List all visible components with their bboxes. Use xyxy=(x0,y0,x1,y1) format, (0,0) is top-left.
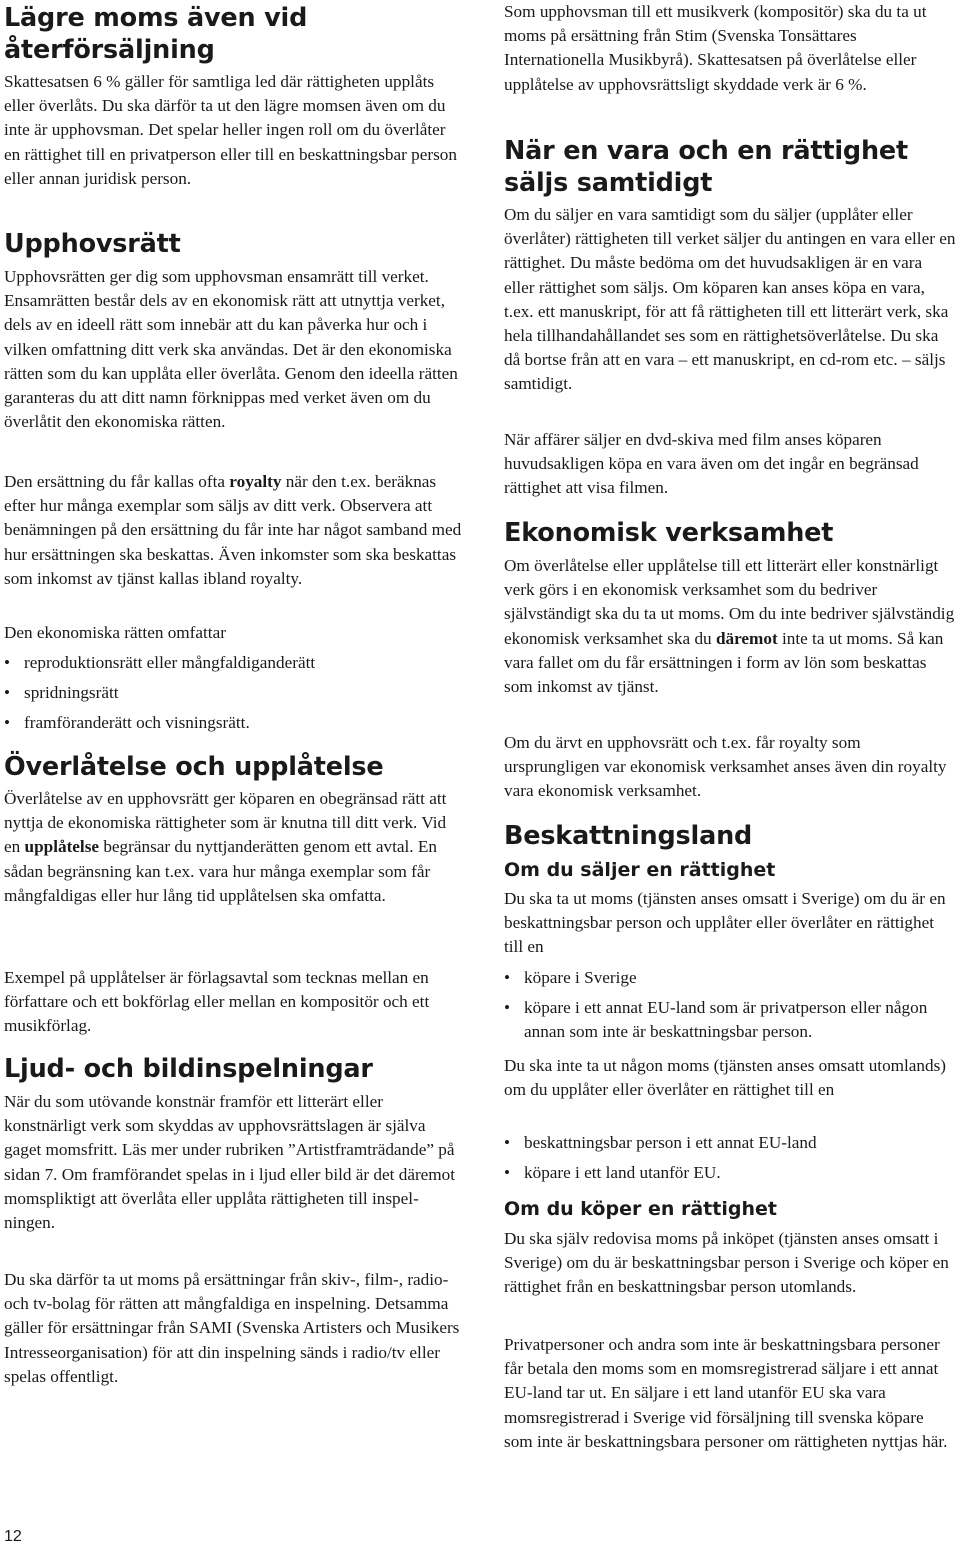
bullet-icon: • xyxy=(504,1163,511,1183)
paragraph-stim: Som upphovsman till ett musikverk (kompositör) ska du ta ut moms på ersättning från Stim (Svenska Tonsättares Internationella Musikbyrå). Skattesatsen på överlåtelse eller upplåtelse av upphovsrättsligt skyddade verk är 6 %. xyxy=(504,2,927,94)
paragraph-vara-rattighet-1: Om du säljer en vara samtidigt som du säljer (upplåter eller överlåter) rättigheten till verket säljer du antingen en vara eller en rättighet. Du måste bedöma om det huvudsakligen är en vara eller rättighet som säljs. Om köparen kan anses köpa en vara, t.ex. ett manuskript, för att få rättigheten till ett litterärt verk, ska hela tillhandahållandet ses som en rättighetsöverlåtelse. Du ska då bortse från att en vara – ett manuskript, en cd-rom etc. – säljs samtidigt. xyxy=(504,205,956,394)
list-saljer-1 xyxy=(504,966,956,1051)
list-item: • köpare i Sverige xyxy=(504,966,956,990)
list-item: • reproduktionsrätt eller mångfaldiganderätt xyxy=(4,651,462,675)
bullet-icon: • xyxy=(504,968,511,987)
list-saljer-2 xyxy=(504,1131,956,1191)
list-item: • beskattningsbar person i ett annat EU-land xyxy=(504,1131,956,1155)
section-title-ekonomisk-verksamhet: Ekonomisk verksamhet xyxy=(504,518,834,548)
paragraph-saljer-1: Du ska ta ut moms (tjänsten anses omsatt i Sverige) om du är en beskattningsbar person och upplåter eller överlåter en rättighet till en xyxy=(504,889,946,957)
section-title-ljud-bild: Ljud- och bildinspelningar xyxy=(4,1054,373,1084)
rights-list xyxy=(4,651,462,742)
paragraph-koper-2: Privatpersoner och andra som inte är beskattningsbara personer får betala den moms som en momsregistrerad säljare i ett annat EU-land tar ut. En säljare i ett land utanför EU ska vara momsregistrerad i Sverige vid försäljning till svenska köpare som inte är beskattningsbara personer om rättigheten nyttjas här. xyxy=(504,1335,948,1451)
royalty-term: royalty xyxy=(229,472,282,491)
upplatelse-term: upplåtelse xyxy=(24,837,100,857)
paragraph-vara-rattighet-2: När affärer säljer en dvd-skiva med film anses köparen huvudsakligen köpa en vara även om det ingår en begränsad rättighet att visa filmen. xyxy=(504,430,919,498)
list-item: • spridningsrätt xyxy=(4,681,462,705)
paragraph-overlatelse-2: Exempel på upplåtelser är förlagsavtal som tecknas mellan en författare och ett bokförlag eller mellan en kompositör och ett musikförlag. xyxy=(4,968,430,1036)
list-item: • framföranderätt och visningsrätt. xyxy=(4,711,462,735)
paragraph-ekonomiska-ratten: Den ekonomiska rätten omfattar xyxy=(4,623,226,642)
section-title-upphovsratt: Upphovsrätt xyxy=(4,229,181,259)
paragraph-ekonomisk-2: Om du ärvt en upphovsrätt och t.ex. får royalty som ursprungligen var ekonomisk verksamhet anses även din royalty vara ekonomisk verksamhet. xyxy=(504,733,947,801)
paragraph-royalty: Den ersättning du får kallas ofta royalty när den t.ex. beräknas efter hur många exemplar som säljs av ditt verk. Observera att benämningen på den ersättning du får inte har något samband med hur ersättningen ska beskattas. Även inkomster som ska beskattas som inkomst av tjänst kallas ibland royalty. xyxy=(4,472,462,588)
section-title-overlatelse: Överlåtelse och upplåtelse xyxy=(4,752,384,782)
bullet-icon: • xyxy=(4,683,11,703)
paragraph-overlatelse-1: Överlåtelse av en upphovsrätt ger köparen en obegränsad rätt att nyttja de ekonomiska rättigheter som är knutna till ditt verk. Vid en upplåtelse begränsar du nyttjanderätten genom ett avtal. En sådan begränsning kan t.ex. vara hur många exemplar som får mångfaldigas eller hur lång tid upplåtelsen ska omfatta. xyxy=(4,789,447,905)
bullet-icon: • xyxy=(4,713,11,733)
paragraph-saljer-2: Du ska inte ta ut någon moms (tjänsten anses omsatt utomlands) om du upplåter eller överlåter en rättighet till en xyxy=(504,1056,947,1100)
subtitle-saljer-rattighet: Om du säljer en rättighet xyxy=(504,859,776,881)
bullet-icon: • xyxy=(504,998,511,1018)
section-title-vara-rattighet: När en vara och en rättighet säljs samtidigt xyxy=(504,136,909,198)
section-title-beskattningsland: Beskattningsland xyxy=(504,821,753,851)
daremot-term: däremot xyxy=(715,628,778,648)
section-title-lagre-moms: Lägre moms även vid återförsäljning xyxy=(4,3,308,65)
bullet-icon: • xyxy=(4,653,11,672)
list-item: • köpare i ett land utanför EU. xyxy=(504,1161,956,1185)
paragraph-koper-1: Du ska själv redovisa moms på inköpet (tjänsten anses omsatt i Sverige) om du är beskattningsbar person i Sverige och köper en rättighet från en beskattningsbar person utomlands. xyxy=(504,1229,949,1297)
subtitle-koper-rattighet: Om du köper en rättighet xyxy=(504,1198,777,1220)
paragraph-ekonomisk-1: Om överlåtelse eller upplåtelse till ett litterärt eller konstnärligt verk görs i en ekonomisk verksamhet som du bedriver självständigt ska du ta ut moms. Om du inte bedriver självständig ekonomisk verksamhet ska du däremot inte ta ut moms. Så kan vara fallet om du får ersättningen i form av lön som beskattas som inkomst av tjänst. xyxy=(504,556,955,697)
paragraph-upphovsratt-1: Upphovsrätten ger dig som upphovsman ensamrätt till verket. Ensamrätten består dels av en ekonomisk rätt att utnyttja verket, dels av en ideell rätt som innebär att du kan påverka hur och i vilken omfattning ditt verk ska användas. Det är den ekonomiska rätten som du kan upplåta eller överlåta. Genom den ideella rätten garanteras du att ditt namn förknippas med verket även om du överlåtit den ekonomiska rätten. xyxy=(4,267,458,432)
paragraph-ljud-bild-2: Du ska därför ta ut moms på ersättningar från skiv-, film-, radio- och tv-bolag för rätten att mångfaldiga en inspelning. Detsamma gäller för ersättningar från SAMI (Svenska Artisters och Musikers Intresseorganisation) för att din inspelning sänds i radio/tv eller spelas offentligt. xyxy=(4,1270,460,1386)
paragraph-ljud-bild-1: När du som utövande konstnär framför ett litterärt eller konstnärligt verk som skyddas av upphovsrättslagen är själva gaget momsfritt. Läs mer under rubriken ”Artistframträdande” på sidan 7. Om framförandet spelas in i ljud eller bild är det däremot momspliktigt att överlåta eller upplåta rättigheten till inspelningen. xyxy=(4,1092,456,1233)
page-number: 12 xyxy=(4,1528,22,1545)
list-item: • köpare i ett annat EU-land som är privatperson eller någon annan som inte är beskattningsbar person. xyxy=(504,998,928,1042)
bullet-icon: • xyxy=(504,1133,511,1152)
paragraph-lagre-moms: Skattesatsen 6 % gäller för samtliga led där rättigheten upplåts eller överlåts. Du ska därför ta ut den lägre momsen även om du inte är upphovsman. Det spelar heller ingen roll om du överlåter en rättighet till en privatperson eller till en beskattningsbar person eller annan juridisk person. xyxy=(4,72,457,188)
